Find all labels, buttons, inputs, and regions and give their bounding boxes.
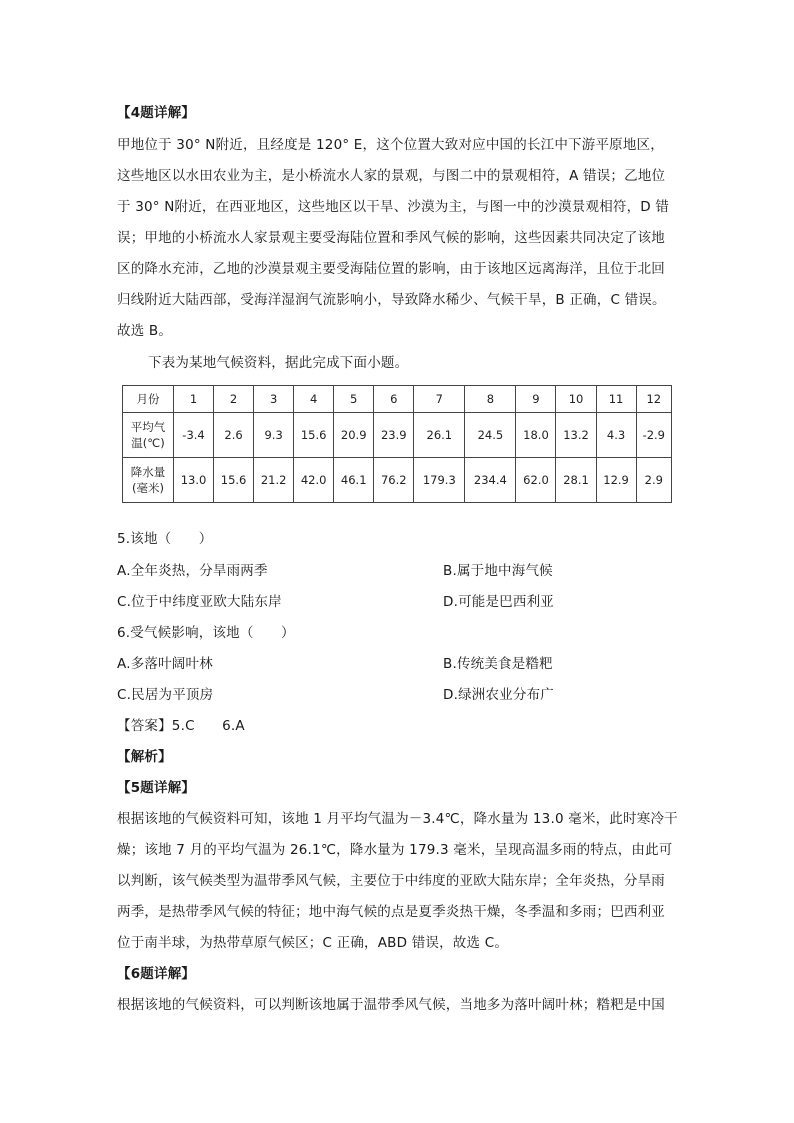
month-cell: 1: [174, 386, 214, 413]
month-cell: 4: [294, 386, 334, 413]
precipitation-header-line-1: 降水量: [130, 465, 166, 479]
temperature-cell: 15.6: [294, 413, 334, 458]
precipitation-header-line-2: (毫米): [132, 481, 164, 495]
q6-option-a: A.多落叶阔叶林: [117, 656, 213, 672]
q5-option-b: B.属于地中海气候: [443, 563, 553, 579]
table-row-temperature: [123, 413, 672, 458]
q4-line-5: 区的降水充沛，乙地的沙漠景观主要受海陆位置的影响，由于该地区远离海洋，且位于北回: [117, 261, 665, 277]
month-cell: 7: [414, 386, 465, 413]
q5-option-a: A.全年炎热，分旱雨两季: [117, 563, 268, 579]
temperature-header: [123, 413, 174, 458]
precipitation-cell: 2.9: [636, 458, 671, 503]
temperature-cell: 24.5: [465, 413, 516, 458]
temperature-cell: 26.1: [414, 413, 465, 458]
q6-option-d: D.绿洲农业分布广: [443, 687, 554, 703]
q5-option-c: C.位于中纬度亚欧大陆东岸: [117, 594, 282, 610]
q5-detail-line-4: 两季，是热带季风气候的特征；地中海气候的点是夏季炎热干燥，冬季温和多雨；巴西利亚: [117, 904, 665, 920]
temperature-cell: 13.2: [556, 413, 596, 458]
precipitation-cell: 12.9: [596, 458, 636, 503]
climate-table: [122, 385, 672, 503]
q4-line-7: 故选 B。: [117, 323, 173, 339]
month-cell: 12: [636, 386, 671, 413]
q6-detail-heading: 【6题详解】: [117, 966, 196, 982]
q4-line-1: 甲地位于 30° N附近，且经度是 120° E，这个位置大致对应中国的长江中下游平原地区，: [117, 137, 664, 153]
q4-line-6: 归线附近大陆西部，受海洋湿润气流影响小，导致降水稀少、气候干旱，B 正确，C 错误。: [117, 292, 666, 308]
month-cell: 5: [334, 386, 374, 413]
month-cell: 2: [214, 386, 254, 413]
q6-detail-line-1: 根据该地的气候资料，可以判断该地属于温带季风气候，当地多为落叶阔叶林；糌粑是中国: [117, 997, 665, 1013]
table-intro: 下表为某地气候资料，据此完成下面小题。: [148, 355, 409, 371]
analysis-heading: 【解析】: [117, 749, 172, 765]
precipitation-cell: 62.0: [516, 458, 556, 503]
month-cell: 11: [596, 386, 636, 413]
q4-line-4: 误；甲地的小桥流水人家景观主要受海陆位置和季风气候的影响，这些因素共同决定了该地: [117, 230, 665, 246]
month-cell: 8: [465, 386, 516, 413]
q5-option-d: D.可能是巴西利亚: [443, 594, 554, 610]
q5-detail-line-3: 以判断，该气候类型为温带季风气候，主要位于中纬度的亚欧大陆东岸；全年炎热，分旱雨: [117, 873, 665, 889]
q6-stem: 6.受气候影响，该地（ ）: [117, 625, 295, 641]
temperature-cell: 4.3: [596, 413, 636, 458]
answer-line: 【答案】5.C 6.A: [117, 718, 245, 734]
precipitation-cell: 179.3: [414, 458, 465, 503]
temperature-cell: 9.3: [254, 413, 294, 458]
table-row-months: [123, 386, 672, 413]
temperature-cell: 2.6: [214, 413, 254, 458]
q4-heading: 【4题详解】: [117, 105, 196, 121]
precipitation-cell: 76.2: [374, 458, 414, 503]
precipitation-cell: 21.2: [254, 458, 294, 503]
q5-detail-line-5: 位于南半球，为热带草原气候区；C 正确，ABD 错误，故选 C。: [117, 935, 509, 951]
month-cell: 3: [254, 386, 294, 413]
temperature-cell: 23.9: [374, 413, 414, 458]
q5-detail-heading: 【5题详解】: [117, 780, 196, 796]
month-header: 月份: [123, 386, 174, 413]
q5-stem: 5.该地（ ）: [117, 531, 213, 547]
temperature-header-line-1: 平均气: [130, 420, 166, 434]
precipitation-cell: 42.0: [294, 458, 334, 503]
temperature-cell: -3.4: [174, 413, 214, 458]
month-cell: 6: [374, 386, 414, 413]
temperature-header-line-2: 温(℃): [131, 436, 165, 450]
temperature-cell: 20.9: [334, 413, 374, 458]
q6-option-c: C.民居为平顶房: [117, 687, 214, 703]
month-cell: 10: [556, 386, 596, 413]
month-cell: 9: [516, 386, 556, 413]
precipitation-header: [123, 458, 174, 503]
q5-detail-line-2: 燥；该地 7 月的平均气温为 26.1℃，降水量为 179.3 毫米，呈现高温多雨的特点，由此可: [117, 842, 673, 858]
q4-line-3: 于 30° N附近，在西亚地区，这些地区以干旱、沙漠为主，与图一中的沙漠景观相符，D 错: [117, 199, 670, 215]
precipitation-cell: 13.0: [174, 458, 214, 503]
precipitation-cell: 234.4: [465, 458, 516, 503]
table-row-precipitation: [123, 458, 672, 503]
precipitation-cell: 28.1: [556, 458, 596, 503]
precipitation-cell: 46.1: [334, 458, 374, 503]
q5-detail-line-1: 根据该地的气候资料可知，该地 1 月平均气温为－3.4℃，降水量为 13.0 毫米，此时寒冷干: [117, 811, 678, 827]
precipitation-cell: 15.6: [214, 458, 254, 503]
q6-option-b: B.传统美食是糌粑: [443, 656, 553, 672]
temperature-cell: 18.0: [516, 413, 556, 458]
q4-line-2: 这些地区以水田农业为主，是小桥流水人家的景观，与图二中的景观相符，A 错误；乙地位: [117, 168, 666, 184]
temperature-cell: -2.9: [636, 413, 671, 458]
